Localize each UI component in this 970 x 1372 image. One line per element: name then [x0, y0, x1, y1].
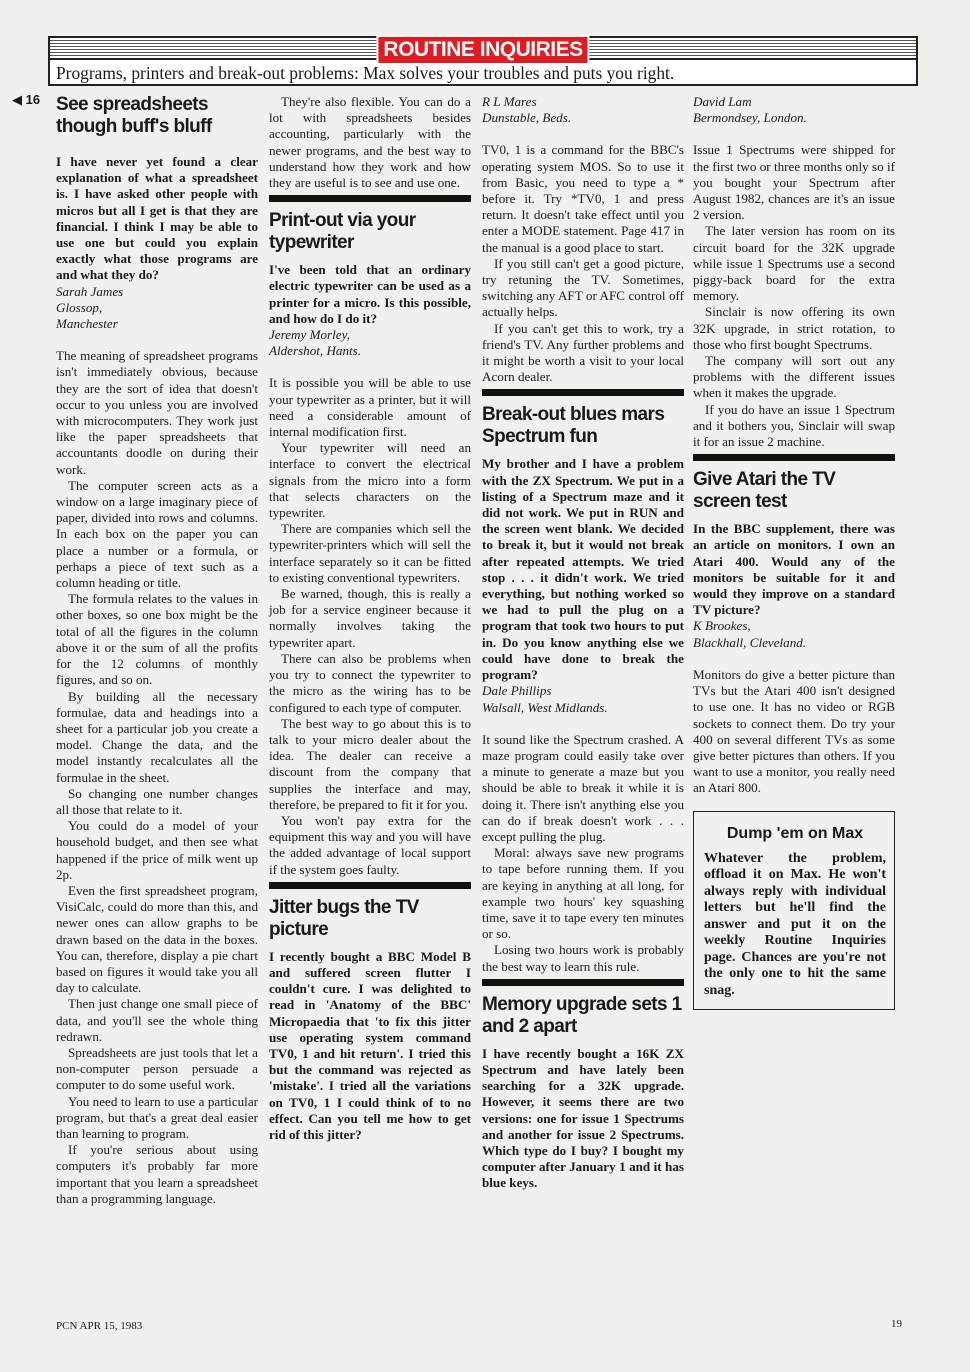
- signature-line: Walsall, West Midlands.: [482, 699, 608, 715]
- paragraph: If you're serious about using computers it's probably far more important that you learn a spreadsheet than a programming language.: [56, 1142, 258, 1206]
- column-3: [482, 94, 684, 1192]
- paragraph: TV0, 1 is a command for the BBC's operating system MOS. So to use it from Basic, you need to type a * before it. Try *TV0, 1 and press return. It doesn't take effect until you enter a MODE statement. Page 417 in the manual is a good place to start.: [482, 142, 684, 255]
- paragraph: The formula relates to the values in other boxes, so one box might be the total of all the figures in the column above it or the sum of all the profits for the 12 columns of monthly figures, and so on.: [56, 591, 258, 688]
- paragraph: So changing one number changes all those that relate to it.: [56, 785, 258, 817]
- paragraph: It sound like the Spectrum crashed. A maze program could easily take over a minute to generate a maze but you should be able to break it while it is doing it. There isn't anything else you can do if break doesn't work . . . except pulling the plug.: [482, 731, 684, 844]
- signature-line: Sarah James: [56, 283, 124, 299]
- signature-line: Manchester: [56, 316, 118, 332]
- paragraph: You need to learn to use a particular program, but that's a great deal easier than learning to program.: [56, 1093, 258, 1141]
- paragraph: There can also be problems when you try to connect the typewriter to the micro as the wiring has to be configured to each type of computer.: [269, 650, 471, 715]
- headline: Break-out blues mars Spectrum fun: [482, 404, 665, 448]
- header-banner: [48, 36, 918, 86]
- paragraph: They're also flexible. You can do a lot with spreadsheets besides accounting, particularly with the newer programs, and the best way to understand how they work and how they are useful is to see and use one.: [269, 94, 471, 191]
- signature-line: Bermondsey, London.: [693, 110, 807, 126]
- box-title: Dump 'em on Max: [726, 824, 864, 842]
- box-body: Whatever the problem, offload it on Max. He won't always reply with individual letters but he'll find the answer and put it on the weekly Routine Inquiries page. Chances are you're not the only one to hit the same snag.: [704, 850, 886, 998]
- paragraph: You could do a model of your household budget, and then see what happened if the price of milk went up 2p.: [56, 818, 258, 882]
- paragraph: Losing two hours work is probably the best way to learn this rule.: [482, 942, 684, 974]
- paragraph: Spreadsheets are just tools that let a non-computer person persuade a computer to do some useful work.: [56, 1044, 258, 1093]
- paragraph: The meaning of spreadsheet programs isn't immediately obvious, because they are the sort of idea that doesn't occur to you unless you are involved with microcomputers. They work just like the paper spreadsheets that accountants doodle on during their work.: [56, 348, 258, 477]
- paragraph: It is possible you will be able to use your typewriter as a printer, but it will need a considerable amount of internal modification first.: [269, 375, 471, 440]
- column-4: [693, 94, 895, 1010]
- question: My brother and I have a problem with the ZX Spectrum. We put in a listing of a Spectrum maze and it did not work. We put in RUN and the screen went blank. We decided to break it, but it would not break after repeated attempts. We tried stop . . . it didn't work. We tried everything, but nothing worked so we had to pull the plug on a program that took two hours to put in. Do you know anything else we could have done to break the program?: [482, 456, 684, 683]
- section-rule: [693, 454, 895, 461]
- paragraph: Moral: always save new programs to tape before running them. If you are keying in anything at all long, for example two hours' key squashing time, save it to tape every ten minutes or so.: [482, 845, 684, 942]
- question: I recently bought a BBC Model B and suffered screen flutter I couldn't cure. I was delighted to read in 'Anatomy of the BBC' Micropaedia that 'to fix this jitter use operating system command TV0, 1 and hit return'. I tried this but the command was rejected as 'mistake'. I tried all the variations on TV0, 1 I could think of to no effect. Can you tell me how to get rid of this jitter?: [269, 948, 471, 1142]
- headline: Memory upgrade sets 1 and 2 apart: [482, 993, 682, 1037]
- headline: Give Atari the TV screen test: [693, 469, 836, 513]
- page-number: 19: [891, 1318, 902, 1330]
- signature-line: Dunstable, Beds.: [482, 110, 572, 126]
- headline: Print-out via your typewriter: [269, 210, 416, 254]
- paragraph: Issue 1 Spectrums were shipped for the first two or three months only so if you bought your Spectrum after August 1982, chances are it's an issue 2 version.: [693, 142, 895, 223]
- paragraph: The company will sort out any problems with the different issues when it makes the upgrade.: [693, 353, 895, 401]
- column-2: [269, 94, 471, 1143]
- dump-em-on-max-box: [693, 811, 895, 1011]
- paragraph: If you can't get this to work, try a friend's TV. Any further problems and it might be worth a visit to your local Acorn dealer.: [482, 320, 684, 385]
- paragraph: The computer screen acts as a window on a large imaginary piece of paper, divided into rows and columns. In each box on the paper you can place a number or a formula, or perhaps a piece of text such as a column heading or title.: [56, 477, 258, 591]
- paragraph: You won't pay extra for the equipment this way and you will have the added advantage of local support if the system goes faulty.: [269, 812, 471, 877]
- footer-issue: PCN APR 15, 1983: [56, 1320, 143, 1332]
- paragraph: If you do have an issue 1 Spectrum and it bothers you, Sinclair will swap it for an issue 2 machine.: [693, 401, 895, 450]
- signature-line: Aldershot, Hants.: [269, 343, 362, 359]
- paragraph: By building all the necessary formulae, data and headings into a sheet for a particular job you create a model. Change the data, and the model instantly recalculates all the formulae in the sheet.: [56, 688, 258, 785]
- paragraph: The later version has room on its circuit board for the 32K upgrade while issue 1 Spectrums use a second piggy-back board for the extra memory.: [693, 223, 895, 304]
- paragraph: The best way to go about this is to talk to your micro dealer about the idea. The dealer can receive a discount from the company that supplies the interface and may, therefore, be prepared to fit it for you.: [269, 715, 471, 812]
- signature-line: Glossop,: [56, 299, 103, 315]
- paragraph: Monitors do give a better picture than TVs but the Atari 400 isn't designed to use one. It has no video or RGB sockets to connect them. Do try your 400 on several different TVs as some give better pictures than others. If you want to use a monitor, you really need an Atari 800.: [693, 666, 895, 796]
- previous-page-marker: ◀ 16: [12, 92, 41, 107]
- paragraph: Sinclair is now offering its own 32K upgrade, in strict rotation, to those who first bought Spectrums.: [693, 304, 895, 352]
- paragraph: Be warned, though, this is really a job for a service engineer because it normally involves taking the typewriter apart.: [269, 586, 471, 650]
- question: I've been told that an ordinary electric typewriter can be used as a printer for a micro. Is this possible, and how do I do it?: [269, 262, 471, 326]
- section-rule: [269, 882, 471, 889]
- signature-line: R L Mares: [482, 94, 537, 109]
- signature-line: K Brookes,: [693, 618, 751, 634]
- signature-line: David Lam: [693, 94, 752, 109]
- signature-line: Blackhall, Cleveland.: [693, 634, 807, 650]
- question: I have never yet found a clear explanation of what a spreadsheet is. I have asked other people with micros but all I get is that they are financial. I think I may be able to use one but could you explain exactly what those programs are and what they do?: [56, 154, 258, 283]
- question: I have recently bought a 16K ZX Spectrum and have lately been searching for a 32K upgrade. However, it seems there are two versions: one for issue 1 Spectrums and another for issue 2 Spectrums. Which type do I buy? I bought my computer after January 1 and it has blue keys.: [482, 1045, 684, 1191]
- signature-line: Dale Phillips: [482, 683, 552, 699]
- paragraph: Your typewriter will need an interface to convert the electrical signals from the micro into a form that selects characters on the typewriter.: [269, 440, 471, 521]
- section-title: ROUTINE INQUIRIES: [376, 35, 589, 65]
- headline: Jitter bugs the TV picture: [269, 896, 419, 940]
- paragraph: There are companies which sell the typewriter-printers which will sell the interface separately so it can be fitted to existing conventional typewriters.: [269, 521, 471, 585]
- section-subtitle: Programs, printers and break-out problems: Max solves your troubles and puts you right.: [56, 63, 675, 83]
- section-rule: [482, 389, 684, 396]
- section-rule: [482, 979, 684, 986]
- column-1: [56, 94, 258, 1207]
- signature-line: Jeremy Morley,: [269, 327, 350, 343]
- headline: See spreadsheets though buff's bluff: [56, 94, 212, 137]
- section-rule: [269, 195, 471, 202]
- question: In the BBC supplement, there was an article on monitors. I own an Atari 400. Would any of the monitors be suitable for it and would they improve on a standard TV picture?: [693, 521, 895, 618]
- paragraph: If you still can't get a good picture, try retuning the TV. Sometimes, switching any AFT or AFC control off actually helps.: [482, 255, 684, 320]
- paragraph: Then just change one small piece of data, and you'll see the whole thing redrawn.: [56, 996, 258, 1044]
- paragraph: Even the first spreadsheet program, VisiCalc, could do more than this, and newer ones can allow graphs to be drawn based on the data in the boxes. You can, therefore, display a pie chart based on figures it would take you all day to calculate.: [56, 882, 258, 996]
